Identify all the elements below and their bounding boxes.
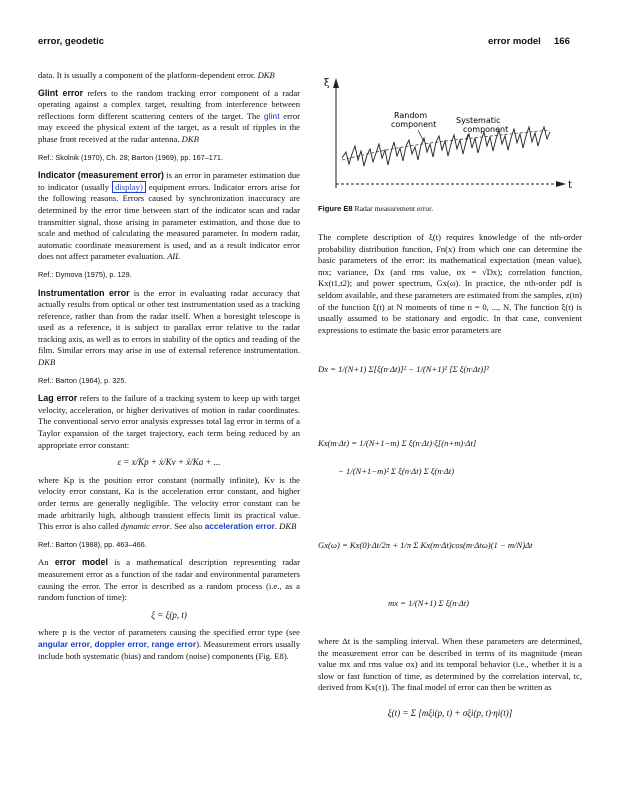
term-error-model: error model <box>54 557 108 568</box>
model-explanation: where p is the vector of parameters causing the specified error type (see angular error, doppler error, range error). Measurement errors usually include both systematic (bias) and random (noise) components (Fig. E8). <box>38 627 301 661</box>
glint-link[interactable]: glint <box>263 110 280 121</box>
term-lag-error: Lag error <box>38 393 78 404</box>
left-column <box>38 70 300 668</box>
x-axis-label: t <box>568 180 573 191</box>
paragraph-sampling-interval: where Δt is the sampling interval. When these parameters are determined, the measurement error can be described in terms of its magnitude (mean value mx and rms value σx) and its temporal behavior (i.e., whether it is a slow or fast function of time, as determined by the correlation interval, tc, derived from Kx(τ)). The final model of error can then be written as <box>318 636 582 693</box>
figure-e8 <box>318 72 580 204</box>
display-link[interactable]: display) <box>112 181 146 193</box>
equation-mean: mx = 1/(N+1) Σ ξ(n·Δt) <box>388 598 470 608</box>
label-random-component: Random component <box>391 111 437 129</box>
y-axis-arrow-icon <box>333 78 339 88</box>
term-glint-error: Glint error <box>38 87 84 98</box>
running-header-left: error, geodetic <box>38 36 104 47</box>
range-error-link[interactable]: range error <box>151 638 197 649</box>
equation-final-model: ξ(t) = Σ [mξi(p, t) + σξi(p, t)·ηi(t)] <box>387 707 513 718</box>
reference-lag: Ref.: Barton (1988), pp. 463–466. <box>38 539 147 549</box>
pointer-random <box>418 130 424 142</box>
entry-lag-error: Lag error refers to the failure of a tracking system to keep up with target velocity, acceleration, or higher derivatives of motion in radar coordinates. The conventional servo error analysis expresses total lag error in terms of a Taylor expansion of the target trajectory, each term being reduced by an appropriate error constant: <box>38 393 300 450</box>
x-axis-arrow-icon <box>556 181 566 187</box>
lag-explanation: where Kp is the position error constant (normally infinite), Kv is the velocity error constant, Ka is the acceleration error constant, and higher order terms are generally negligible. The velocity error constant can be made arbitrarily high, although transient effects limit its practical value. This error is also called dynamic error. See also acceleration error. DKB <box>38 474 300 532</box>
equation-power-spectrum: Gx(ω) = Kx(0)·Δt/2π + 1/π Σ Kx(m·Δt)cos(m·Δtω)(1 − m/N)Δt <box>318 540 533 550</box>
entry-instrumentation-error: Instrumentation error is the error in evaluating radar accuracy that actually results from optical or other test instrumentation used as a tracking reference, rather than from the radar itself. When a boresight telescope is used as a reference, it is subject to parallax error relative to the radar tracking axis, as well as to errors in stability of the optics and reading of the film. Similar errors may arise in use of external reference instrumentation. DKB <box>38 287 300 368</box>
page-number: 166 <box>554 36 570 47</box>
y-axis-label: ξ <box>324 78 330 89</box>
angular-error-link[interactable]: angular error <box>38 638 90 649</box>
reference-glint: Ref.: Skolnik (1970), Ch. 28; Barton (1969), pp. 167–171. <box>38 152 223 162</box>
lag-equation: ε = x/Kp + ẋ/Kv + ẍ/Ka + ... <box>117 457 221 468</box>
running-header-right <box>488 36 570 47</box>
equation-variance: Dx = 1/(N+1) Σ[ξ(n·Δt)]² − 1/(N+1)² [Σ ξ(n·Δt)]² <box>318 364 490 374</box>
equation-correlation: Kx(m·Δt) = 1/(N+1−m) Σ ξ(n·Δt)·ξ[(n+m)·Δt] <box>318 438 477 448</box>
right-column-bottom <box>318 636 582 726</box>
figure-caption: Figure E8 Radar measurement error. <box>318 204 434 213</box>
label-systematic-component: Systematic component <box>456 116 509 134</box>
doppler-error-link[interactable]: doppler error <box>94 638 147 649</box>
reference-indicator: Ref.: Dymova (1975), p. 129. <box>38 269 132 279</box>
term-instrumentation-error: Instrumentation error <box>38 287 130 298</box>
reference-instrumentation: Ref.: Barton (1964), p. 325. <box>38 375 127 385</box>
entry-indicator-error: Indicator (measurement error) is an error in parameter estimation due to indicator (usually display) equipment errors. Indicator errors arise for the following reasons. Errors caused by synchronization inaccuracy are determined by the error time between start of the indicator scan and radar transmitter signal, those arising in parameter estimation, and those due to scale and method of calculating the measured parameter. In modern radar, automatic coordinate measurement is used, and as a result indicator error does not affect parameter evaluation. AIL <box>38 170 300 262</box>
entry-error-model: An error model is a mathematical description representing radar measurement error as a function of the radar and environmental parameters causing the error. The error is described as a random process (i.e., as a random function of time): <box>38 557 300 603</box>
formula-block <box>318 358 582 634</box>
term-indicator-error: Indicator (measurement error) <box>38 170 164 181</box>
model-equation: ξ = ξ(p, t) <box>151 609 187 620</box>
random-component-trace <box>342 127 550 166</box>
entry-glint-error: Glint error refers to the random tracking error component of a radar operating against a complex target, resulting from interference between reflections form different scattering centers of the target. The glint error may exceed the physical extent of the target, as a result of ripples in the phase front received at the radar antenna. DKB <box>38 87 300 144</box>
acceleration-error-link[interactable]: acceleration error <box>204 521 275 532</box>
paragraph-data: data. It is usually a component of the platform-dependent error. DKB <box>38 70 275 80</box>
equation-correlation-second-term: − 1/(N+1−m)² Σ ξ(n·Δt) Σ ξ(n·Δt) <box>338 466 455 476</box>
right-column-top <box>318 232 582 342</box>
paragraph-complete-description: The complete description of ξ(t) requires knowledge of the nth-order probability distribution function, Fn(x) from which one can determine the basic parameters of the error: its mathematical expectation (mean value), mx; variance, Dx (and rms value, σx = √Dx); correlation function, Kx(t1,t2); and power spectrum, Gx(ω). In practice, the nth-order pdf is seldom available, and these parameters are estimated from the samples, z(tn) of the function ξ(t) at N moments of time n = 0, ..., N. The function ξ(t) is usually assumed to be stationary and ergodic. In that case, convenient expressions to estimate the basic error parameters are <box>318 232 582 335</box>
header-section: error model <box>488 36 541 47</box>
